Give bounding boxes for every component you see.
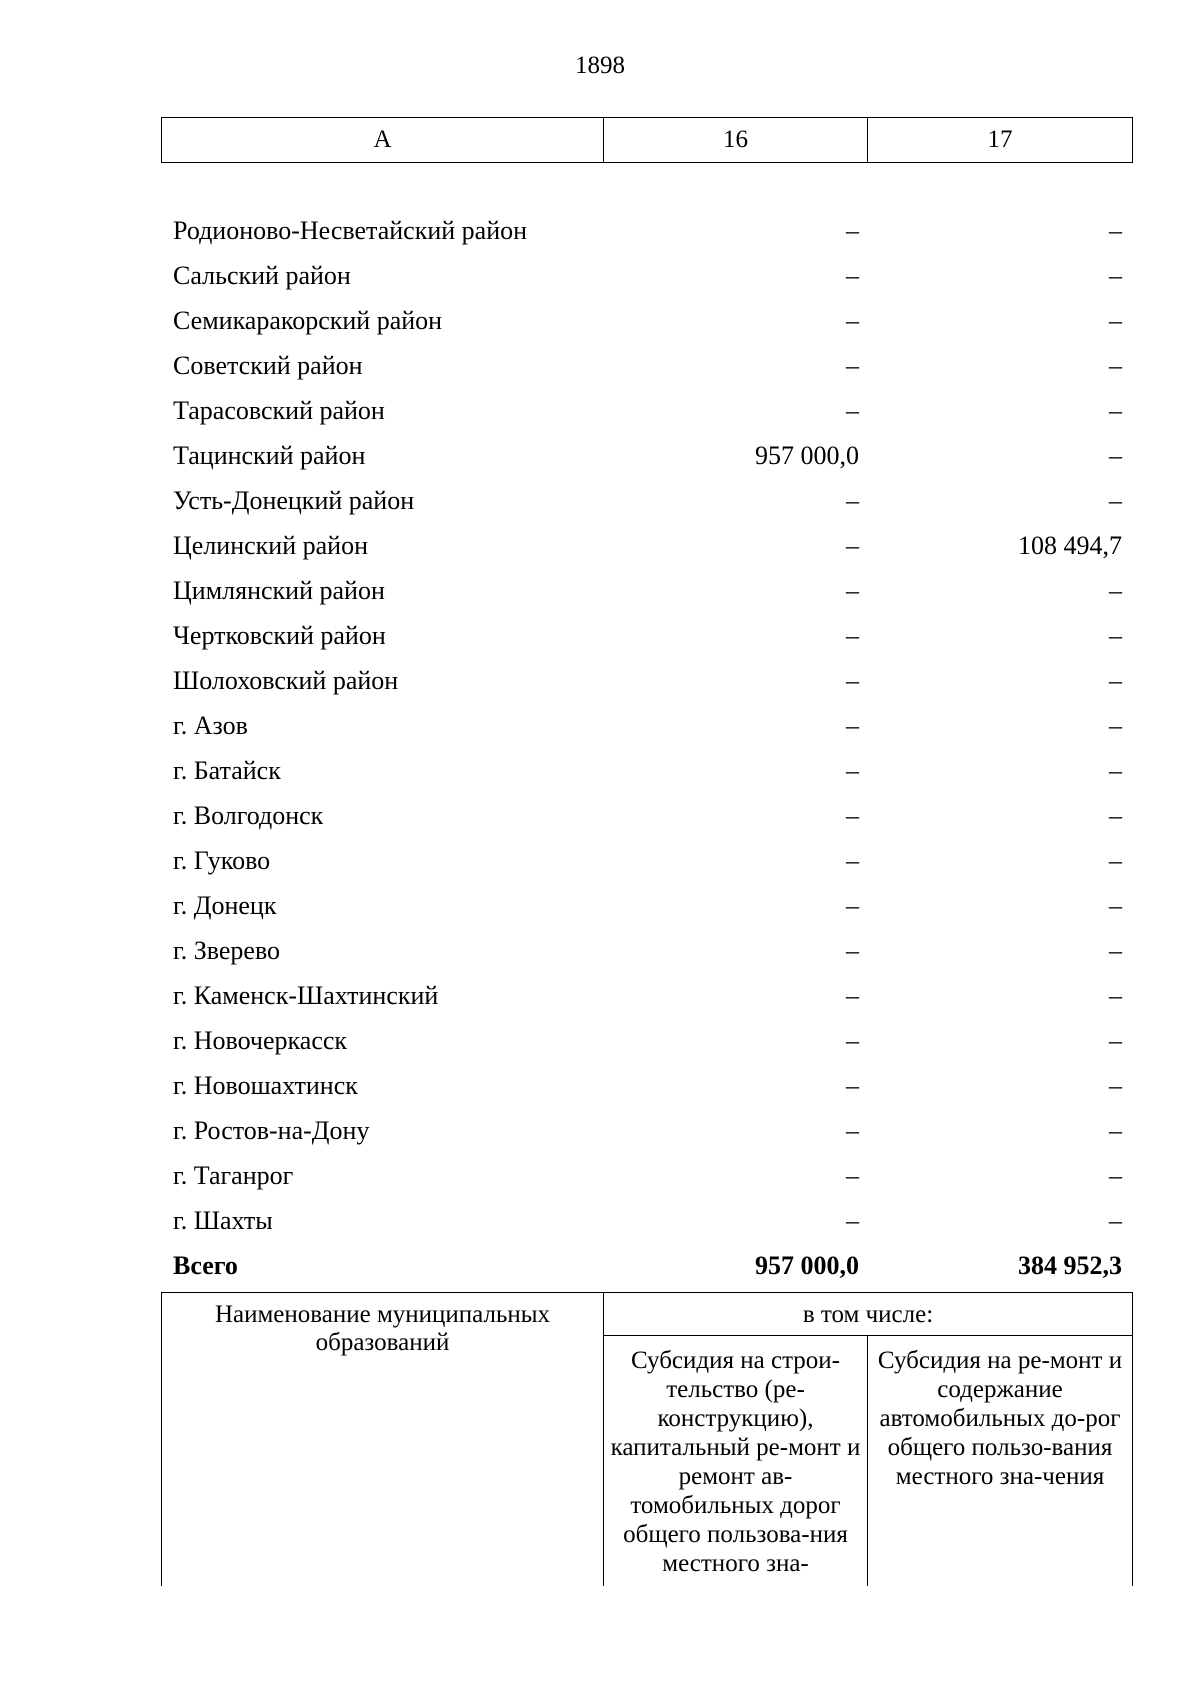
value-col-16: – — [846, 576, 859, 605]
value-col-17: – — [1109, 891, 1122, 920]
value-col-16: – — [846, 1206, 859, 1235]
value-col-16: 957 000,0 — [755, 1251, 859, 1280]
municipality-name: Сальский район — [173, 261, 351, 290]
table-row — [161, 478, 1132, 523]
municipality-name: Семикаракорский район — [173, 306, 443, 335]
column-header-a: А — [162, 118, 604, 163]
table-row — [161, 1063, 1132, 1108]
value-col-17: – — [1109, 486, 1122, 515]
table-row — [161, 928, 1132, 973]
municipality-name: Целинский район — [173, 531, 368, 560]
subsidy-maintenance-header: Субсидия на ре-монт и содержание автомобильных до-рог общего пользо-вания местного зна-чения — [868, 1336, 1133, 1587]
value-col-17: – — [1109, 711, 1122, 740]
municipality-name: г. Таганрог — [173, 1161, 294, 1190]
table-row — [161, 298, 1132, 343]
municipality-name-header: Наименование муниципальных образований — [162, 1293, 604, 1587]
municipality-name: г. Азов — [173, 711, 248, 740]
municipality-name: г. Новошахтинск — [173, 1071, 358, 1100]
value-col-16: – — [846, 396, 859, 425]
value-col-16: – — [846, 1026, 859, 1055]
value-col-16: – — [846, 216, 859, 245]
value-col-17: – — [1109, 576, 1122, 605]
total-row — [161, 1243, 1132, 1288]
municipality-name: Тацинский район — [173, 441, 366, 470]
value-col-17: – — [1109, 981, 1122, 1010]
value-col-17: – — [1109, 1026, 1122, 1055]
value-col-16: – — [846, 1161, 859, 1190]
including-header: в том числе: — [604, 1293, 1133, 1336]
table-row — [161, 793, 1132, 838]
table-row — [161, 703, 1132, 748]
table-row — [161, 433, 1132, 478]
table-row — [161, 568, 1132, 613]
table-row — [161, 883, 1132, 928]
table-header-continued — [161, 1292, 1133, 1586]
municipality-name: г. Шахты — [173, 1206, 273, 1235]
table-row — [161, 1018, 1132, 1063]
table-row — [161, 838, 1132, 883]
value-col-16: – — [846, 306, 859, 335]
value-col-17: – — [1109, 1161, 1122, 1190]
value-col-17: – — [1109, 846, 1122, 875]
municipality-name: Родионово-Несветайский район — [173, 216, 528, 245]
value-col-17: – — [1109, 261, 1122, 290]
value-col-17: – — [1109, 441, 1122, 470]
table-row — [161, 388, 1132, 433]
value-col-17: – — [1109, 306, 1122, 335]
value-col-17: – — [1109, 756, 1122, 785]
table-row — [161, 343, 1132, 388]
value-col-17: – — [1109, 936, 1122, 965]
value-col-16: 957 000,0 — [755, 441, 859, 470]
value-col-17: – — [1109, 1116, 1122, 1145]
value-col-16: – — [846, 711, 859, 740]
value-col-17: – — [1109, 666, 1122, 695]
value-col-16: – — [846, 801, 859, 830]
value-col-16: – — [846, 486, 859, 515]
value-col-17: 108 494,7 — [1018, 531, 1122, 560]
table-row — [161, 748, 1132, 793]
table-row — [161, 1153, 1132, 1198]
value-col-16: – — [846, 531, 859, 560]
municipality-name: г. Ростов-на-Дону — [173, 1116, 370, 1145]
municipality-name: г. Гуково — [173, 846, 271, 875]
subsidy-construction-header: Субсидия на строи-тельство (ре-конструкцию), капитальный ре-монт и ремонт ав-томобильных дорог общего пользова-ния местного зна- — [604, 1336, 868, 1587]
table-row — [161, 658, 1132, 703]
table-row — [161, 613, 1132, 658]
value-col-16: – — [846, 981, 859, 1010]
table-row — [161, 973, 1132, 1018]
table-row — [161, 523, 1132, 568]
data-rows — [161, 208, 1132, 1288]
column-header-17: 17 — [868, 118, 1133, 163]
value-col-17: – — [1109, 351, 1122, 380]
municipality-name: Цимлянский район — [173, 576, 385, 605]
table-row — [161, 253, 1132, 298]
table-row — [161, 208, 1132, 253]
value-col-17: 384 952,3 — [1018, 1251, 1122, 1280]
table-row — [161, 1198, 1132, 1243]
table-row — [161, 1108, 1132, 1153]
municipality-name: г. Батайск — [173, 756, 281, 785]
municipality-name: г. Каменск-Шахтинский — [173, 981, 439, 1010]
value-col-17: – — [1109, 396, 1122, 425]
value-col-17: – — [1109, 1071, 1122, 1100]
value-col-17: – — [1109, 1206, 1122, 1235]
value-col-17: – — [1109, 216, 1122, 245]
value-col-16: – — [846, 846, 859, 875]
value-col-16: – — [846, 756, 859, 785]
municipality-name: г. Новочеркасск — [173, 1026, 348, 1055]
value-col-16: – — [846, 936, 859, 965]
municipality-name: Всего — [173, 1251, 238, 1280]
value-col-17: – — [1109, 801, 1122, 830]
municipality-name: Чертковский район — [173, 621, 386, 650]
value-col-16: – — [846, 1116, 859, 1145]
municipality-name: Усть-Донецкий район — [173, 486, 415, 515]
municipality-name: г. Донецк — [173, 891, 277, 920]
municipality-name: г. Зверево — [173, 936, 281, 965]
value-col-16: – — [846, 351, 859, 380]
value-col-16: – — [846, 1071, 859, 1100]
value-col-16: – — [846, 666, 859, 695]
page-number: 1898 — [575, 52, 625, 79]
municipality-name: г. Волгодонск — [173, 801, 324, 830]
value-col-17: – — [1109, 621, 1122, 650]
municipality-name: Шолоховский район — [173, 666, 399, 695]
municipality-name: Тарасовский район — [173, 396, 385, 425]
value-col-16: – — [846, 261, 859, 290]
value-col-16: – — [846, 891, 859, 920]
column-header-16: 16 — [604, 118, 868, 163]
municipality-name: Советский район — [173, 351, 363, 380]
value-col-16: – — [846, 621, 859, 650]
column-number-header — [161, 117, 1133, 163]
